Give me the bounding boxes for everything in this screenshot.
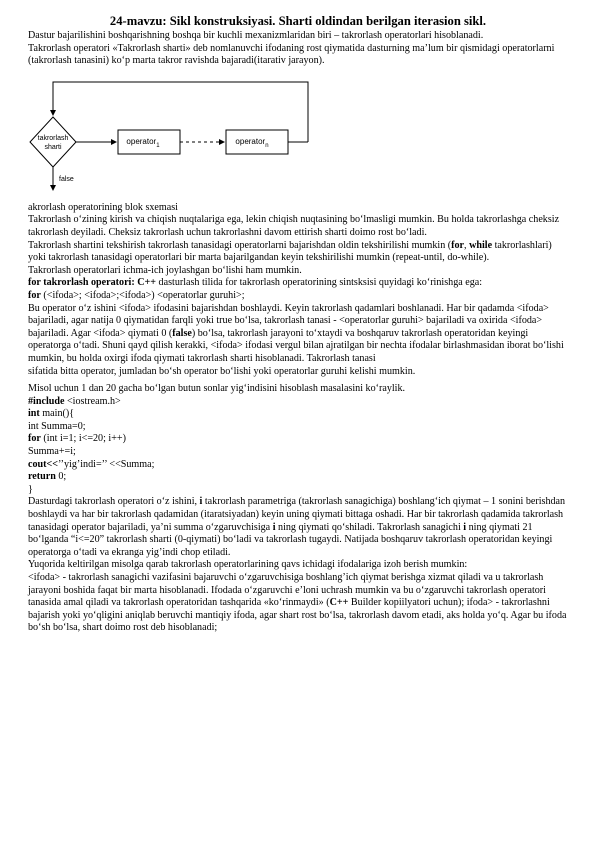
explain-paragraph-1: Dasturdagi takrorlash operatori o‘z ishini, i takrorlash parametriga (takrorlash sanagichiga) boshlang‘ich qiymat – 1 sonini berishdan boshlaydi va har bir takrorlash qadamidan (itaratsiyadan) keyin uning qiymati bittaga oshadi. Har bir takrorlash qadamida takrorlash tanasidagi operator bajariladi, ya’ni summa o‘zgaruvchisiga i ning qiymati qo‘shiladi. Takrorlash sanagichi i ning qiymati 21 bo‘lganda “i<=20” takrorlash sharti (0-qiymati) bo‘ladi va takrorlash tugaydi. Natijada boshqaruv takrorlash operatoridan keyingi operatorga o‘tadi va ekranga yig’indi chop etiladi. (28, 496, 566, 558)
code-line-7: return 0; (28, 471, 67, 483)
code-line-1: #include <iostream.h> (28, 395, 121, 407)
explain-paragraph-2: Yuqorida keltirilgan misolga qarab takrorlash operatorlarining qavs ichidagi ifodalariga izoh berish mumkin: (28, 559, 468, 571)
code-line-3: int Summa=0; (28, 420, 86, 432)
body-paragraph-4: for takrorlash operatori: C++ dasturlash tilida for takrorlash operatorining sintsksisi quyidagi ko‘rinishga ega: (28, 277, 483, 289)
operatorn-label: operator$_n$ (235, 136, 269, 149)
condition-diamond (30, 117, 76, 167)
document-page (28, 14, 568, 635)
code-line-8: } (28, 483, 33, 495)
explain-paragraph-3: <ifoda> - takrorlash sanagichi vazifasini bajaruvchi o‘zgaruvchisiga boshlang’ich qiymat berishga xizmat qiladi va u takrorlash jarayoni boshida faqat bir marta hisoblanadi. Ifodada o‘zgaruvchi e’loni uchrash mumkin va bu o‘zgaruvchi takrorlash operatori tanasida amal qiladi va takrorlash operatoridan tashqarida «ko‘rinmaydi» (C++ Builder kopiilyatori uchun); ifoda> - takrorlashni bajarish yoki yo‘qligini aniqlab beruvchi mantiqiy ifoda, agar shart rost bo‘lsa, takrorlash davom etadi, aks holda yo‘q. Agar bu ifoda bo‘sh bo‘lsa, shart doimo rost deb hisoblanadi; (28, 572, 567, 634)
condition-label-2: sharti (44, 143, 62, 151)
code-line-6: cout<<’’yig’indi=’’ <<Summa; (28, 458, 155, 470)
code-example (28, 396, 568, 497)
body-paragraph-5: Bu operator o‘z ishini <ifoda> ifodasini bajarishdan boshlaydi. Keyin takrorlash qadamlari boshlanadi. Har bir qadamda <ifoda> bajariladi, agar natija 0 qiymatidan farqli yoki true bo‘lsa, takrorlash tanasi - <operatorlar guruhi> bajariladi va oxirida <ifoda> bajariladi. Agar <ifoda> qiymati 0 (false) bo‘lsa, takrorlash jarayoni to‘xtaydi va boshqaruv takrorlash operatoridan keyingi operatorga o‘tadi. Shuni qayd qilish kerakki, <ifoda> ifodasi vergul bilan ajratilgan bir nechta ifodalar birlashmasidan iborat bo‘lishi mumkin, bu holda oxirgi ifoda qiymati takrorlash sharti hisoblanadi. Takrorlash tanasi (28, 302, 564, 364)
body-paragraph-7: Misol uchun 1 dan 20 gacha bo‘lgan butun sonlar yig‘indisini hisoblash masalasini ko‘raylik. (28, 383, 406, 395)
body-paragraph-1: Takrorlash o‘zining kirish va chiqish nuqtalariga ega, lekin chiqish nuqtasining bo‘lmasligi mumkin. Bu holda takrorlashga cheksiz takrorlash deyiladi. Cheksiz takrorlash uchun takrorlashni davom ettirish sharti doimo rost bo‘ladi. (28, 214, 560, 238)
body-paragraph-3: Takrorlash operatorlari ichma-ich joylashgan bo‘lishi ham mumkin. (28, 264, 302, 276)
false-label: false (59, 175, 74, 183)
intro-paragraph-2: Takrorlash operatori «Takrorlash sharti» deb nomlanuvchi ifodaning rost qiymatida dasturning ma’lum bir qismidagi operatorlarni (takrorlash tanasini) ko‘p marta takror ravishda bajaradi(itarativ jarayon). (28, 42, 555, 67)
code-line-5: Summa+=i; (28, 446, 76, 458)
code-line-4: for (int i=1; i<=20; i++) (28, 433, 126, 445)
body-paragraph-6: sifatida bitta operator, jumladan bo‘sh operator bo‘lishi yoki operatorlar guruhi kelishi mumkin. (28, 365, 416, 377)
intro-paragraph-1: Dastur bajarilishini boshqarishning boshqa bir kuchli mexanizmlaridan biri – takrorlash operatorlari hisoblanadi. (28, 30, 484, 41)
diagram-caption: akrorlash operatorining blok sxemasi (28, 201, 178, 213)
loop-block-diagram (28, 80, 328, 198)
body-paragraph-2: Takrorlash shartini tekshirish takrorlash tanasidagi operatorlarni bajarishdan oldin tekshirilishi mumkin (for, while takrorlashlari) yoki takrorlash tanasidagi operatorlari bir marta bajarilgandan keyin tekshirilishi mumkin (repeat-until, do-while). (28, 239, 552, 264)
code-line-2: int main(){ (28, 408, 75, 420)
operator1-label: operator$_1$ (126, 136, 160, 149)
page-title: 24-mavzu: Sikl konstruksiyasi. Sharti oldindan berilgan iterasion sikl. (109, 14, 487, 28)
for-syntax: for (<ifoda>; <ifoda>;<ifoda>) <operatorlar guruhi>; (28, 289, 245, 301)
condition-label-1: takrorlash (37, 134, 69, 142)
